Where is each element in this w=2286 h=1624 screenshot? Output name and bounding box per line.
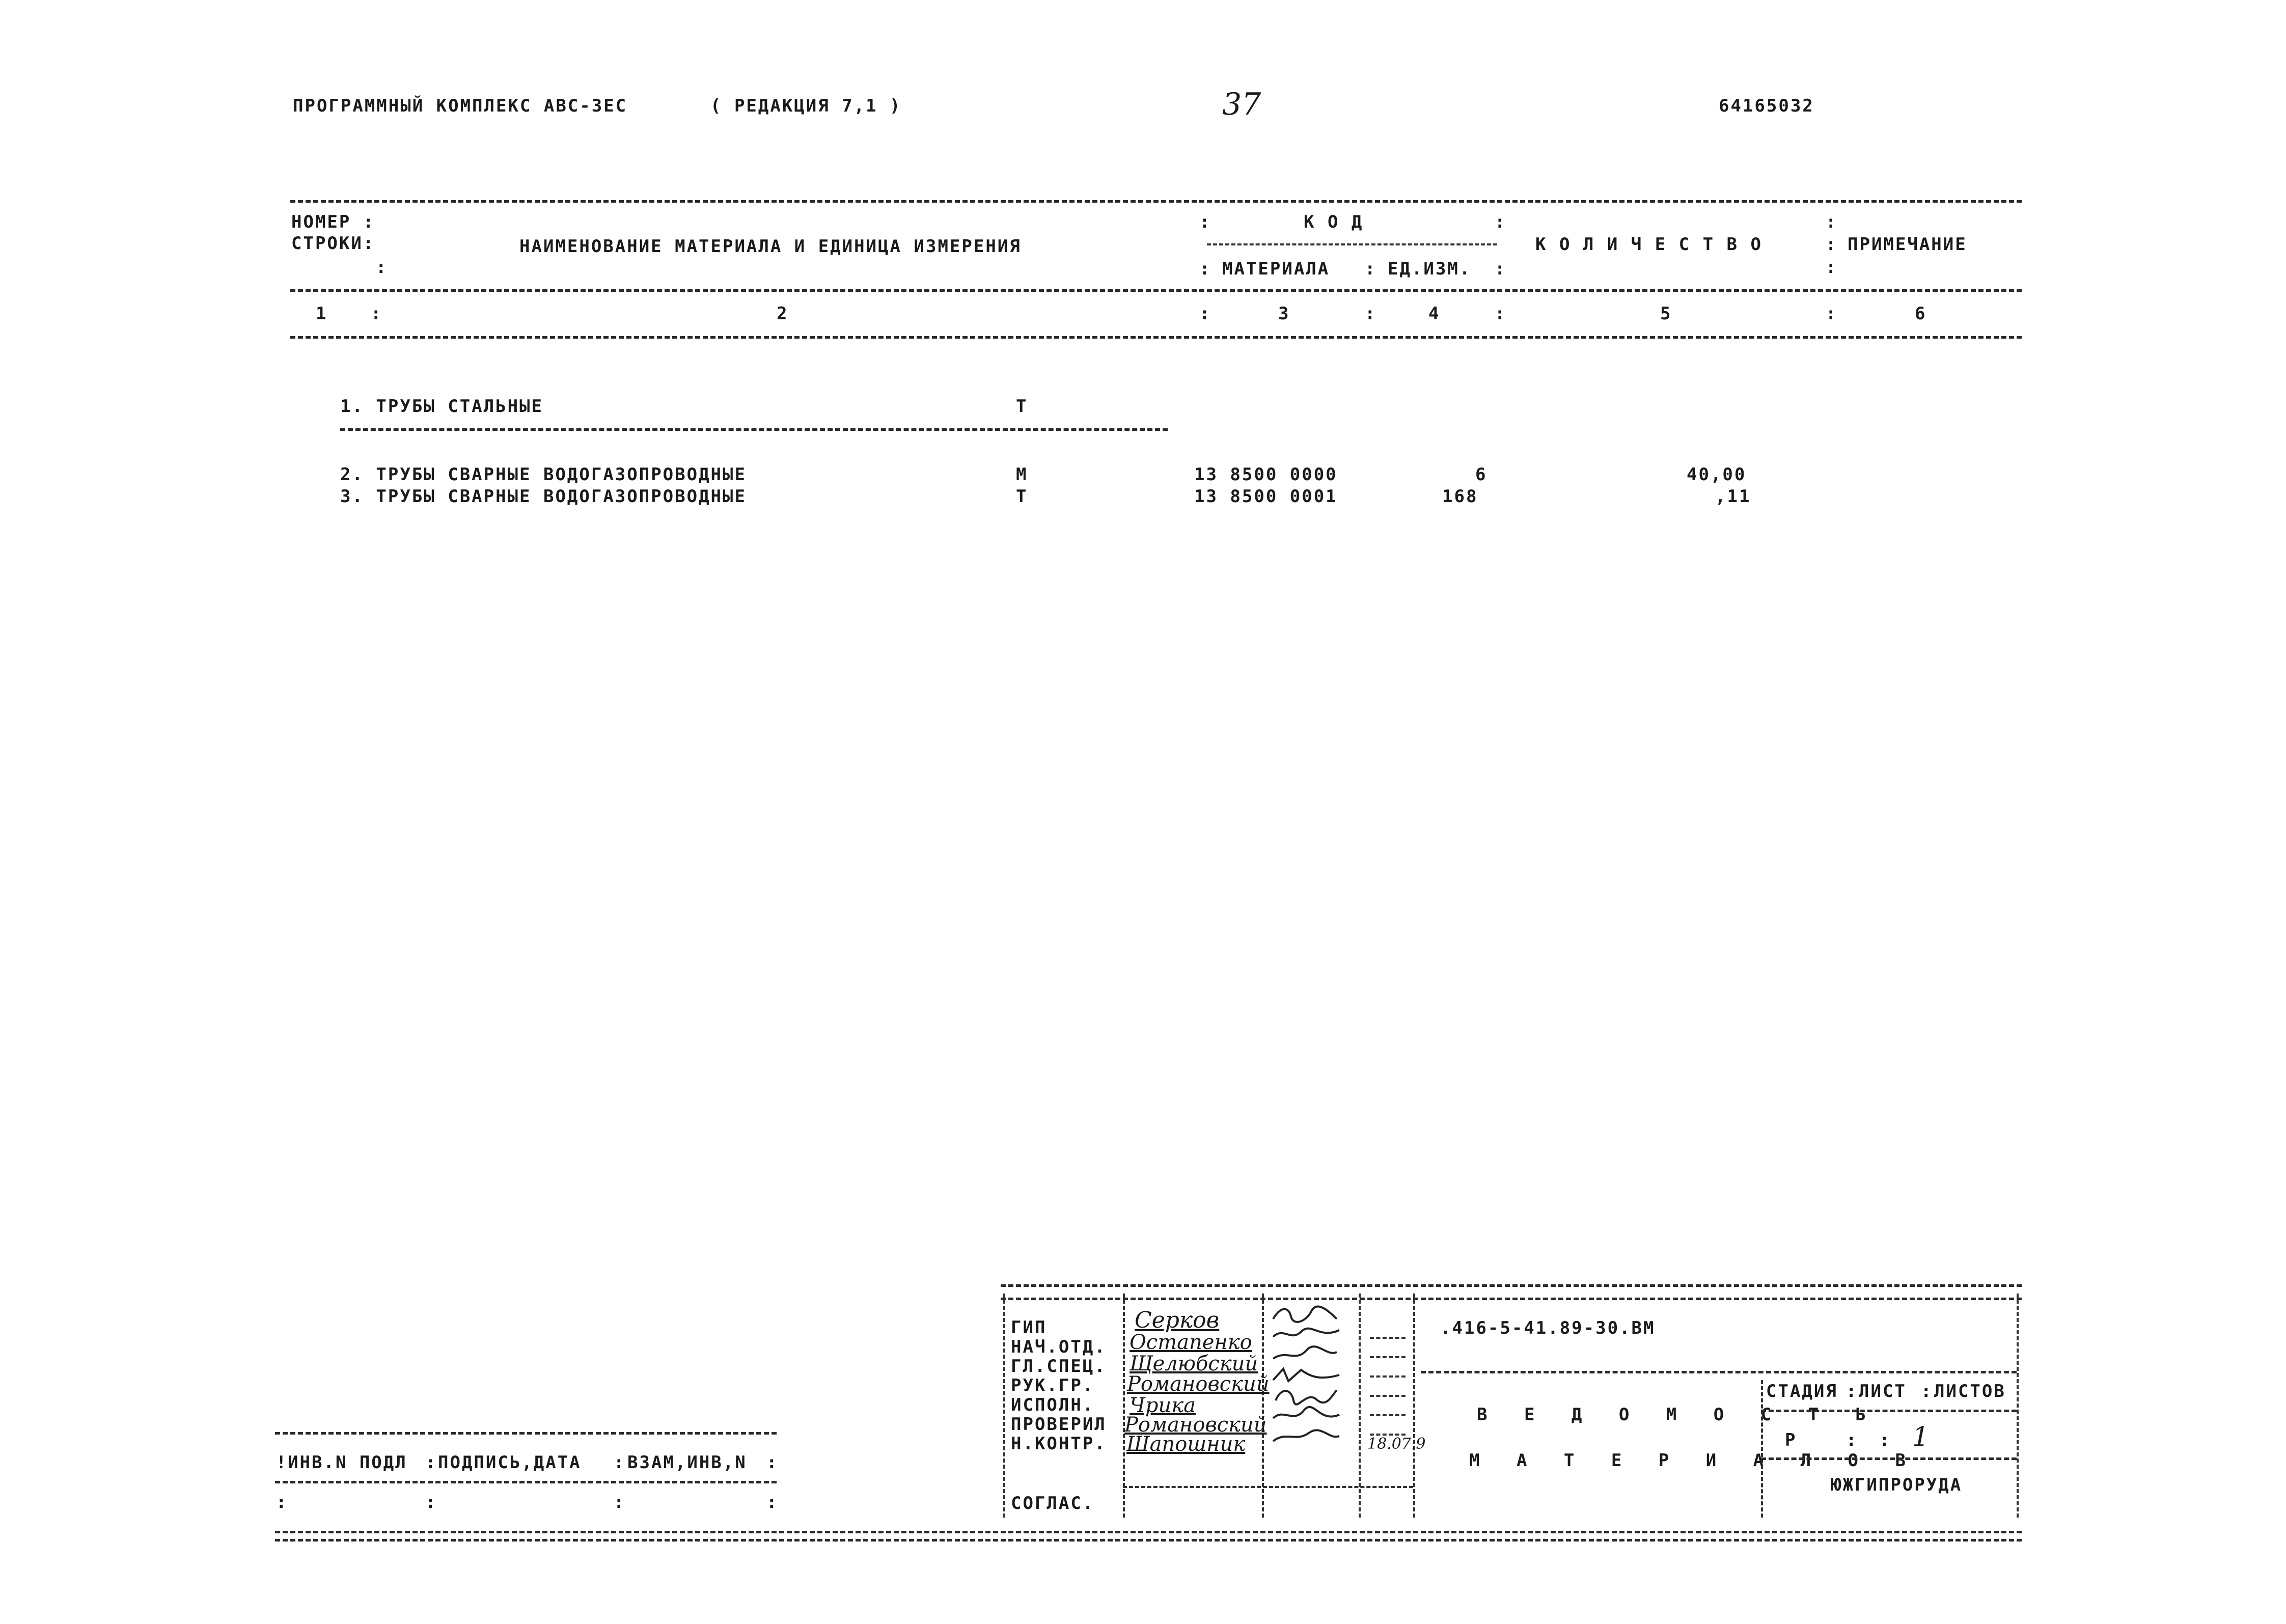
header-name: НАИМЕНОВАНИЕ МАТЕРИАЛА И ЕДИНИЦА ИЗМЕРЕНИЯ bbox=[519, 236, 1022, 257]
doc-title-1: В Е Д О М О С Т Ь bbox=[1477, 1405, 1879, 1425]
left-stamp-sep: : bbox=[766, 1452, 779, 1473]
table-row-unit: М bbox=[1016, 464, 1028, 485]
role-label: ПРОВЕРИЛ bbox=[1011, 1414, 1107, 1435]
document-code: .416-5-41.89-30.ВМ bbox=[1440, 1318, 1656, 1338]
header-quantity: К О Л И Ч Е С Т В О bbox=[1535, 234, 1762, 255]
role-label: НАЧ.ОТД. bbox=[1011, 1337, 1107, 1357]
header-code-colon-r: : bbox=[1495, 212, 1507, 232]
table-row-code-unit: 6 bbox=[1475, 464, 1488, 485]
sheet-label: ЛИСТ bbox=[1859, 1381, 1907, 1401]
signature-scribble bbox=[1271, 1365, 1342, 1385]
left-stamp-sep: : bbox=[276, 1492, 288, 1512]
table-row-code-material: 13 8500 0000 bbox=[1194, 464, 1338, 485]
signature-scribble bbox=[1271, 1426, 1342, 1446]
title-block-stage-rule bbox=[1761, 1410, 2017, 1412]
program-title: ПРОГРАММНЫЙ КОМПЛЕКС АВС-3ЕС bbox=[293, 96, 628, 116]
title-block-bottom-rule bbox=[275, 1531, 2022, 1533]
title-block-left-edge bbox=[1003, 1293, 1005, 1518]
document-code-top: 64165032 bbox=[1719, 96, 1814, 116]
title-block-sep: : bbox=[1846, 1430, 1858, 1450]
soglas-label: СОГЛАС. bbox=[1011, 1493, 1095, 1513]
table-row-name: 1. ТРУБЫ СТАЛЬНЫЕ bbox=[340, 396, 543, 417]
header-code-rule bbox=[1207, 243, 1497, 245]
handwritten-name: Щелюбский bbox=[1130, 1352, 1258, 1375]
handwritten-name: Чрика bbox=[1130, 1394, 1196, 1417]
role-label: ИСПОЛН. bbox=[1011, 1395, 1095, 1415]
cell-dash bbox=[1370, 1434, 1406, 1436]
title-block-sep: : bbox=[1879, 1430, 1891, 1450]
title-block-sep: : bbox=[1921, 1381, 1933, 1401]
cell-dash bbox=[1370, 1375, 1406, 1378]
stage-value: Р bbox=[1785, 1430, 1797, 1450]
colnum-sep-2: : bbox=[1199, 304, 1211, 324]
signature-scribble bbox=[1271, 1344, 1342, 1365]
left-stamp-sep: : bbox=[425, 1492, 437, 1512]
table-row-code-unit: 168 bbox=[1442, 486, 1478, 507]
title-block-sep: : bbox=[1846, 1381, 1858, 1401]
handwritten-name: Шапошник bbox=[1126, 1433, 1246, 1456]
table-header-rule bbox=[290, 289, 2022, 292]
stage-label: СТАДИЯ bbox=[1766, 1381, 1838, 1401]
title-block-top-rule bbox=[1001, 1284, 2022, 1287]
table-row-unit: Т bbox=[1016, 396, 1028, 417]
colnum-sep-1: : bbox=[371, 304, 383, 324]
title-block-bottom-rule-2 bbox=[275, 1539, 2022, 1542]
colnum-sep-5: : bbox=[1826, 304, 1838, 324]
left-stamp-sep: : bbox=[766, 1492, 779, 1512]
title-block-col-sep bbox=[1262, 1293, 1264, 1518]
title-block-top-rule-2 bbox=[1001, 1298, 2022, 1300]
title-block-col-sep bbox=[1413, 1293, 1415, 1518]
left-stamp-sep: ! bbox=[276, 1452, 288, 1473]
table-row-code-material: 13 8500 0001 bbox=[1194, 486, 1338, 507]
page-number: 37 bbox=[1222, 87, 1261, 122]
header-sub-colon-l: : bbox=[1199, 259, 1211, 279]
header-divider-mark: : bbox=[376, 257, 388, 278]
sheets-label: ЛИСТОВ bbox=[1934, 1381, 2006, 1401]
handwritten-name: Романовский bbox=[1127, 1372, 1270, 1396]
table-row-unit: Т bbox=[1016, 486, 1028, 507]
colnum-6: 6 bbox=[1915, 304, 1927, 324]
table-top-rule bbox=[290, 200, 2022, 203]
header-row-no-1: НОМЕР : bbox=[291, 212, 375, 232]
left-stamp-top-rule bbox=[275, 1432, 777, 1435]
signature-scribble bbox=[1271, 1304, 1342, 1324]
table-row-quantity: ,11 bbox=[1715, 486, 1751, 507]
left-stamp-sep: : bbox=[614, 1452, 626, 1473]
header-row-no-2: СТРОКИ: bbox=[291, 233, 375, 254]
signature-scribble bbox=[1271, 1385, 1342, 1406]
colnum-5: 5 bbox=[1660, 304, 1672, 324]
edition-label: ( РЕДАКЦИЯ 7,1 ) bbox=[710, 96, 902, 116]
sheet-value: 1 bbox=[1912, 1422, 1930, 1452]
table-row-name: 3. ТРУБЫ СВАРНЫЕ ВОДОГАЗОПРОВОДНЫЕ bbox=[340, 486, 747, 507]
header-note: ПРИМЕЧАНИЕ bbox=[1848, 234, 1967, 255]
role-label: Н.КОНТР. bbox=[1011, 1434, 1107, 1454]
colnum-2: 2 bbox=[777, 304, 789, 324]
left-stamp-sep: : bbox=[425, 1452, 437, 1473]
cell-dash bbox=[1370, 1337, 1406, 1339]
doc-title-2: М А Т Е Р И А Л О В bbox=[1469, 1450, 1919, 1471]
title-block-col-sep bbox=[1123, 1293, 1125, 1518]
left-stamp-sep: : bbox=[614, 1492, 626, 1512]
cell-dash bbox=[1123, 1486, 1413, 1488]
header-sub-colon-m: : bbox=[1365, 259, 1377, 279]
inv-podl-label: ИНВ.N ПОДЛ bbox=[288, 1452, 407, 1473]
handwritten-name: Серков bbox=[1135, 1307, 1220, 1333]
cell-dash bbox=[1370, 1356, 1406, 1358]
role-label: ГЛ.СПЕЦ. bbox=[1011, 1356, 1107, 1377]
table-colnum-rule bbox=[290, 336, 2022, 339]
title-block-stage-rule bbox=[1761, 1457, 2017, 1460]
handwritten-date: 18.07.9 bbox=[1367, 1435, 1426, 1453]
title-block-col-sep bbox=[1761, 1380, 1763, 1518]
header-note-colon: : bbox=[1826, 212, 1838, 232]
colnum-1: 1 bbox=[316, 304, 328, 324]
organization-name: ЮЖГИПРОРУДА bbox=[1831, 1475, 1963, 1495]
colnum-3: 3 bbox=[1278, 304, 1290, 324]
signature-scribble bbox=[1271, 1324, 1342, 1344]
left-stamp-mid-rule bbox=[275, 1481, 777, 1483]
title-block-col-sep bbox=[1359, 1293, 1361, 1518]
header-sub-colon-r: : bbox=[1495, 259, 1507, 279]
cell-dash bbox=[1370, 1414, 1406, 1416]
header-code-unit: ЕД.ИЗМ. bbox=[1388, 259, 1472, 279]
role-label: ГИП bbox=[1011, 1317, 1047, 1338]
colnum-4: 4 bbox=[1428, 304, 1441, 324]
header-code-material: МАТЕРИАЛА bbox=[1222, 259, 1330, 279]
section-underline bbox=[340, 428, 1168, 431]
title-block-right-edge bbox=[2017, 1293, 2019, 1518]
colnum-sep-3: : bbox=[1365, 304, 1377, 324]
table-row-name: 2. ТРУБЫ СВАРНЫЕ ВОДОГАЗОПРОВОДНЫЕ bbox=[340, 464, 747, 485]
title-block-code-rule bbox=[1421, 1371, 2017, 1373]
handwritten-name: Остапенко bbox=[1130, 1331, 1252, 1354]
header-note-colon-2: : bbox=[1826, 234, 1838, 255]
header-code: К О Д bbox=[1304, 212, 1364, 232]
signature-date-label: ПОДПИСЬ,ДАТА bbox=[438, 1452, 582, 1473]
header-note-colon-3: : bbox=[1826, 257, 1838, 278]
header-code-colon-l: : bbox=[1199, 212, 1211, 232]
cell-dash bbox=[1370, 1395, 1406, 1397]
table-row-quantity: 40,00 bbox=[1687, 464, 1747, 485]
handwritten-name: Романовский bbox=[1124, 1413, 1267, 1437]
role-label: РУК.ГР. bbox=[1011, 1375, 1095, 1396]
signature-scribble bbox=[1271, 1406, 1342, 1426]
colnum-sep-4: : bbox=[1495, 304, 1507, 324]
vzam-inv-label: ВЗАМ,ИНВ,N bbox=[627, 1452, 747, 1473]
